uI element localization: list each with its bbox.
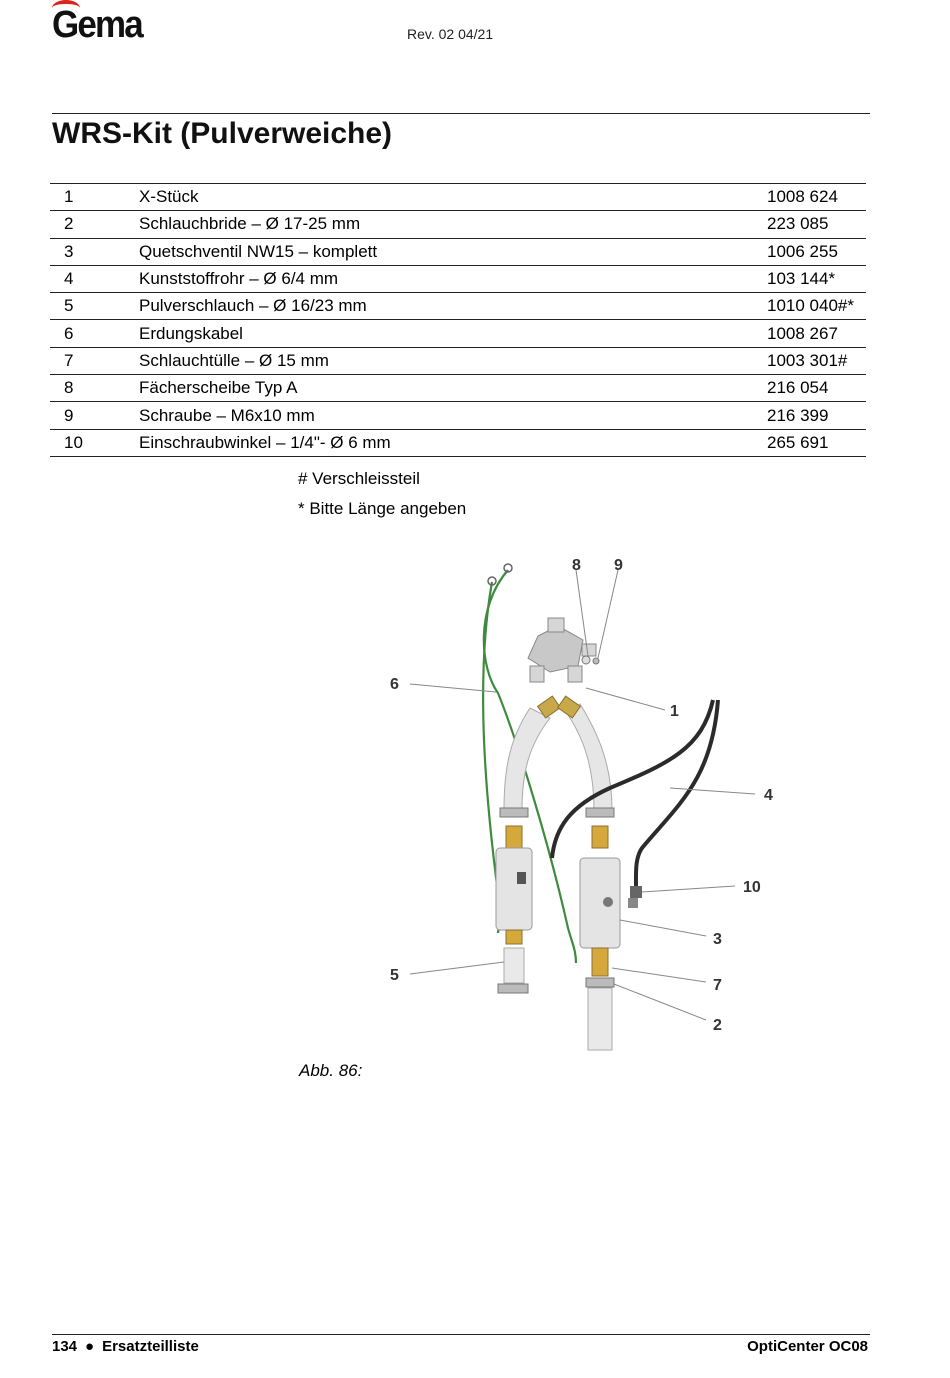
part-position: 6 bbox=[50, 320, 139, 347]
part-position: 7 bbox=[50, 347, 139, 374]
note-wear-part: # Verschleissteil bbox=[298, 469, 420, 488]
part-description: Schlauchbride – Ø 17-25 mm bbox=[139, 211, 767, 238]
part-position: 10 bbox=[50, 429, 139, 456]
callout-8: 8 bbox=[572, 557, 581, 574]
part-position: 1 bbox=[50, 184, 139, 211]
plastic-tube-drawing-2 bbox=[636, 700, 718, 886]
screw-drawing bbox=[593, 658, 599, 664]
powder-tube-right bbox=[566, 704, 612, 810]
part-position: 4 bbox=[50, 265, 139, 292]
leader-lines bbox=[410, 570, 755, 1020]
callout-1: 1 bbox=[670, 703, 679, 720]
parts-row bbox=[50, 429, 866, 456]
part-number: 1008 267 bbox=[767, 320, 866, 347]
footer-divider bbox=[52, 1334, 870, 1335]
part-number: 265 691 bbox=[767, 429, 866, 456]
figure-caption: Abb. 86: bbox=[299, 1061, 363, 1080]
part-position: 2 bbox=[50, 211, 139, 238]
parts-row bbox=[50, 402, 866, 429]
page-title: WRS-Kit (Pulverweiche) bbox=[52, 117, 393, 150]
pinch-valve-right bbox=[580, 808, 620, 1050]
note-length: * Bitte Länge angeben bbox=[298, 499, 467, 518]
pinch-valve-left bbox=[496, 808, 532, 993]
x-piece-drawing bbox=[528, 618, 596, 682]
parts-row bbox=[50, 211, 866, 238]
part-number: 216 399 bbox=[767, 402, 866, 429]
parts-row bbox=[50, 238, 866, 265]
gema-logo: Gema bbox=[52, 4, 142, 46]
callout-10: 10 bbox=[743, 879, 761, 896]
callout-2: 2 bbox=[713, 1017, 722, 1034]
part-description: Schlauchtülle – Ø 15 mm bbox=[139, 347, 767, 374]
parts-row bbox=[50, 347, 866, 374]
part-position: 9 bbox=[50, 402, 139, 429]
callout-9: 9 bbox=[614, 557, 623, 574]
parts-row bbox=[50, 375, 866, 402]
callout-3: 3 bbox=[713, 931, 722, 948]
part-description: Fächerscheibe Typ A bbox=[139, 375, 767, 402]
part-position: 8 bbox=[50, 375, 139, 402]
header-divider bbox=[52, 113, 870, 114]
parts-row bbox=[50, 293, 866, 320]
part-number: 223 085 bbox=[767, 211, 866, 238]
callout-7: 7 bbox=[713, 977, 722, 994]
part-description: Erdungskabel bbox=[139, 320, 767, 347]
parts-row bbox=[50, 184, 866, 211]
part-number: 1006 255 bbox=[767, 238, 866, 265]
part-description: X-Stück bbox=[139, 184, 767, 211]
elbow-fitting-drawing bbox=[628, 886, 642, 908]
part-description: Kunststoffrohr – Ø 6/4 mm bbox=[139, 265, 767, 292]
part-description: Quetschventil NW15 – komplett bbox=[139, 238, 767, 265]
part-description: Schraube – M6x10 mm bbox=[139, 402, 767, 429]
washer-drawing bbox=[582, 656, 590, 664]
part-number: 1003 301# bbox=[767, 347, 866, 374]
part-description: Pulverschlauch – Ø 16/23 mm bbox=[139, 293, 767, 320]
callout-4: 4 bbox=[764, 787, 773, 804]
exploded-view-drawing bbox=[380, 548, 780, 1058]
part-number: 103 144* bbox=[767, 265, 866, 292]
part-description: Einschraubwinkel – 1/4"- Ø 6 mm bbox=[139, 429, 767, 456]
parts-row bbox=[50, 265, 866, 292]
callout-6: 6 bbox=[390, 676, 399, 693]
part-position: 3 bbox=[50, 238, 139, 265]
product-name: OptiCenter OC08 bbox=[747, 1338, 868, 1355]
part-number: 1008 624 bbox=[767, 184, 866, 211]
parts-table bbox=[50, 183, 866, 457]
footer-left bbox=[52, 1338, 199, 1355]
part-number: 216 054 bbox=[767, 375, 866, 402]
revision-label: Rev. 02 04/21 bbox=[407, 26, 494, 42]
part-number: 1010 040#* bbox=[767, 293, 866, 320]
page-number: 134 bbox=[52, 1338, 78, 1355]
exploded-view-figure bbox=[380, 548, 780, 1058]
section-name: Ersatzteilliste bbox=[102, 1338, 199, 1355]
powder-tube-left bbox=[504, 708, 550, 810]
bullet-icon: ● bbox=[85, 1338, 95, 1355]
parts-row bbox=[50, 320, 866, 347]
callout-5: 5 bbox=[390, 967, 399, 984]
part-position: 5 bbox=[50, 293, 139, 320]
